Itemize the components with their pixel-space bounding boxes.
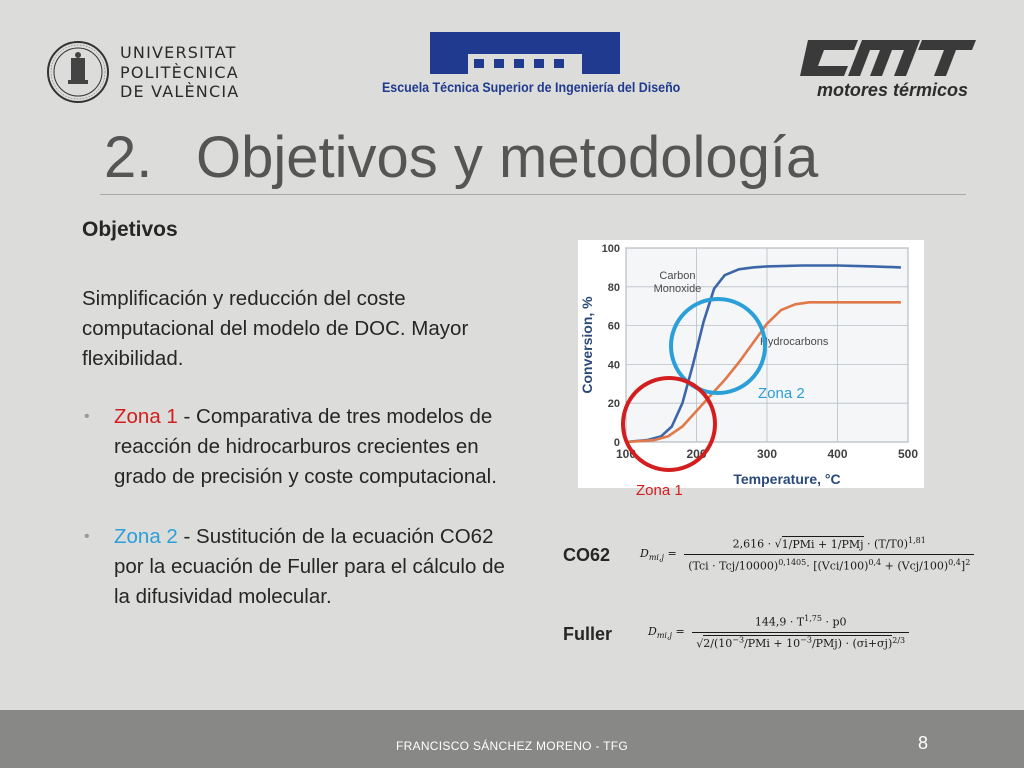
x-tick-label: 500 — [897, 447, 919, 461]
cmt-logo-icon — [800, 36, 976, 82]
zona1-label: Zona 1 — [636, 482, 683, 499]
etsid-name: Escuela Técnica Superior de Ingeniería del Diseño — [382, 80, 681, 95]
bullet-icon: • — [84, 408, 90, 425]
co62-numerator: $2,616 \cdot √1/PMi + 1/PMj \cdot (T/T0)^{1,81}$ — [684, 536, 974, 555]
x-tick-label: 300 — [756, 447, 778, 461]
x-tick-label: 400 — [827, 447, 848, 461]
title-number: 2. — [104, 125, 153, 190]
co62-fraction — [684, 536, 974, 572]
y-tick-label: 80 — [607, 281, 620, 294]
y-tick-label: 20 — [607, 398, 620, 411]
co62-denominator: $(Tci \cdot Tcj/10000)^{0,1405}\cdot [(Vci/100)^{0,4} + (Vcj/100)^{0,4}]^2$ — [688, 557, 971, 573]
zona1-tag: Zona 1 — [114, 405, 178, 428]
slide-title — [104, 124, 818, 191]
objectives-heading: Objetivos — [82, 218, 178, 241]
objectives-list — [82, 402, 522, 612]
objectives-intro: Simplificación y reducción del coste computacional del modelo de DOC. Mayor flexibilidad. — [82, 287, 469, 370]
series-label-hydrocarbons: Hydrocarbons — [759, 336, 829, 348]
series-label-carbon-monoxide: Monoxide — [653, 283, 702, 296]
x-tick-label: 200 — [686, 447, 707, 461]
y-tick-label: 40 — [607, 359, 620, 372]
zona2-label: Zona 2 — [758, 385, 805, 402]
x-axis-label: Temperature, °C — [733, 471, 841, 487]
fuller-lhs: $D_{mi,j}$ = — [648, 624, 685, 640]
bullet-icon: • — [84, 528, 90, 545]
upv-wordmark — [120, 43, 239, 102]
title-text: Objetivos y metodología — [196, 125, 819, 190]
etsid-building-icon — [430, 32, 620, 74]
etsid-logo — [382, 30, 681, 102]
list-item — [82, 402, 522, 492]
y-tick-label: 0 — [613, 437, 620, 449]
fuller-equation — [648, 614, 909, 650]
y-axis-label: Conversion, % — [579, 296, 595, 394]
zona1-text: - Comparativa de tres modelos de reacción de hidrocarburos crecientes en grado de precisión y coste computacional. — [114, 405, 497, 488]
zona1-circle — [623, 378, 715, 470]
footer-author: FRANCISCO SÁNCHEZ MORENO - TFG — [395, 739, 629, 753]
co62-lhs: $D_{mi,j}$ = — [640, 546, 677, 562]
co62-label: CO62 — [563, 545, 611, 565]
upv-line-3: DE VALÈNCIA — [120, 82, 240, 101]
series-label-carbon-monoxide: Carbon — [659, 270, 696, 283]
title-divider — [100, 194, 966, 195]
x-tick-label: 100 — [615, 447, 637, 461]
co62-equation — [640, 536, 974, 572]
fuller-denominator: $√2/(10^{-3}$/PMi + $10^{-3}/PMj) \cdot (\sigma i+\sigma j)^{2/3}$ — [696, 635, 906, 651]
upv-line-1: UNIVERSITAT — [120, 43, 237, 62]
fuller-fraction — [692, 614, 909, 650]
cmt-tagline: motores térmicos — [816, 80, 968, 100]
page-number: 8 — [918, 733, 929, 753]
y-tick-label: 60 — [607, 320, 620, 333]
zona2-tag: Zona 2 — [114, 525, 178, 548]
upv-line-2: POLITÈCNICA — [120, 62, 239, 82]
fuller-numerator: 144,9 · T$^{1,75}$ · p0 — [692, 614, 909, 633]
list-item — [82, 522, 522, 612]
upv-seal-icon — [46, 40, 110, 104]
zona2-text: - Sustitución de la ecuación CO62 por la ecuación de Fuller para el cálculo de la difusividad molecular. — [114, 525, 505, 608]
cmt-logo — [796, 36, 976, 102]
upv-logo — [46, 40, 246, 106]
fuller-label: Fuller — [563, 624, 613, 644]
y-tick-label: 100 — [601, 243, 620, 255]
